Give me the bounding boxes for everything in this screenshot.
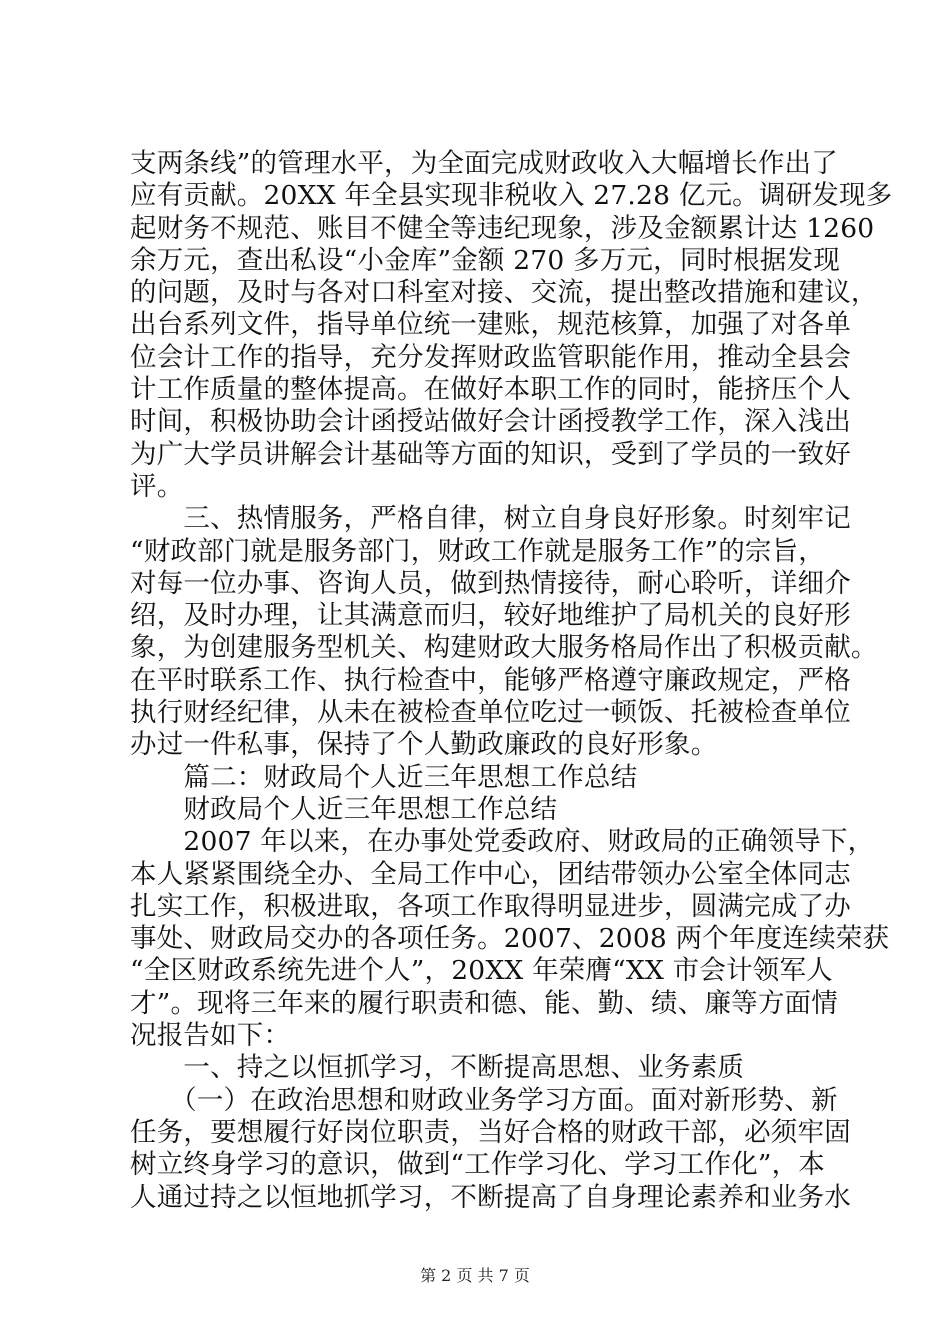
text-line: 才”。现将三年来的履行职责和德、能、勤、绩、廉等方面情 [130, 987, 838, 1019]
text-line: 在平时联系工作、执行检查中，能够严格遵守廉政规定，严格 [130, 664, 851, 696]
text-line: “全区财政系统先进个人”，20XX 年荣膺“XX 市会计领军人 [130, 955, 833, 987]
text-line: 树立终身学习的意识，做到“工作学习化、学习工作化”，本 [130, 1149, 825, 1181]
text-line: （一）在政治思想和财政业务学习方面。面对新形势、新 [130, 1084, 838, 1116]
text-line: 象，为创建服务型机关、构建财政大服务格局作出了积极贡献。 [130, 632, 878, 664]
text-line: 绍，及时办理，让其满意而归，较好地维护了局机关的良好形 [130, 600, 851, 632]
text-line: 人通过持之以恒地抓学习，不断提高了自身理论素养和业务水 [130, 1181, 851, 1213]
text-line: 余万元，查出私设“小金库”金额 270 多万元，同时根据发现 [130, 244, 841, 276]
section-heading-line: 三、热情服务，严格自律，树立自身良好形象。时刻牢记 [130, 503, 851, 535]
text-line: 扎实工作，积极进取，各项工作取得明显进步，圆满完成了办 [130, 890, 851, 922]
text-line: 出台系列文件，指导单位统一建账，规范核算，加强了对各单 [130, 309, 851, 341]
text-line: 应有贡献。20XX 年全县实现非税收入 27.28 亿元。调研发现多 [130, 180, 893, 212]
text-line: 支两条线”的管理水平，为全面完成财政收入大幅增长作出了 [130, 148, 838, 179]
section-heading-line: 一、持之以恒抓学习，不断提高思想、业务素质 [130, 1052, 745, 1084]
text-line: 评。 [130, 470, 184, 502]
text-line: 执行财经纪律，从未在被检查单位吃过一顿饭、托被检查单位 [130, 697, 851, 729]
text-line: 本人紧紧围绕全办、全局工作中心，团结带领办公室全体同志 [130, 858, 851, 890]
text-line: 的问题，及时与各对口科室对接、交流，提出整改措施和建议， [130, 277, 878, 309]
document-title: 财政局个人近三年思想工作总结 [130, 793, 558, 825]
text-line: 起财务不规范、账目不健全等违纪现象，涉及金额累计达 1260 [130, 212, 875, 244]
text-line: 事处、财政局交办的各项任务。2007、2008 两个年度连续荣获 [130, 923, 890, 955]
text-line: 计工作质量的整体提高。在做好本职工作的同时，能挤压个人 [130, 374, 851, 406]
text-line: 况报告如下： [130, 1020, 291, 1052]
body-text [130, 148, 893, 1214]
text-line: 为广大学员讲解会计基础等方面的知识，受到了学员的一致好 [130, 438, 851, 470]
text-line: 时间，积极协助会计函授站做好会计函授教学工作，深入浅出 [130, 406, 851, 438]
page-number-footer: 第 2 页 共 7 页 [420, 1266, 530, 1285]
text-line: 任务，要想履行好岗位职责，当好合格的财政干部，必须牢固 [130, 1116, 851, 1148]
text-line: 对每一位办事、咨询人员，做到热情接待，耐心聆听，详细介 [130, 567, 851, 599]
text-line: 位会计工作的指导，充分发挥财政监管职能作用，推动全县会 [130, 341, 851, 373]
text-line: 2007 年以来，在办事处党委政府、财政局的正确领导下， [130, 826, 875, 858]
text-line: “财政部门就是服务部门，财政工作就是服务工作”的宗旨， [130, 535, 825, 567]
chapter-heading: 篇二：财政局个人近三年思想工作总结 [130, 761, 638, 793]
text-line: 办过一件私事，保持了个人勤政廉政的良好形象。 [130, 729, 718, 761]
